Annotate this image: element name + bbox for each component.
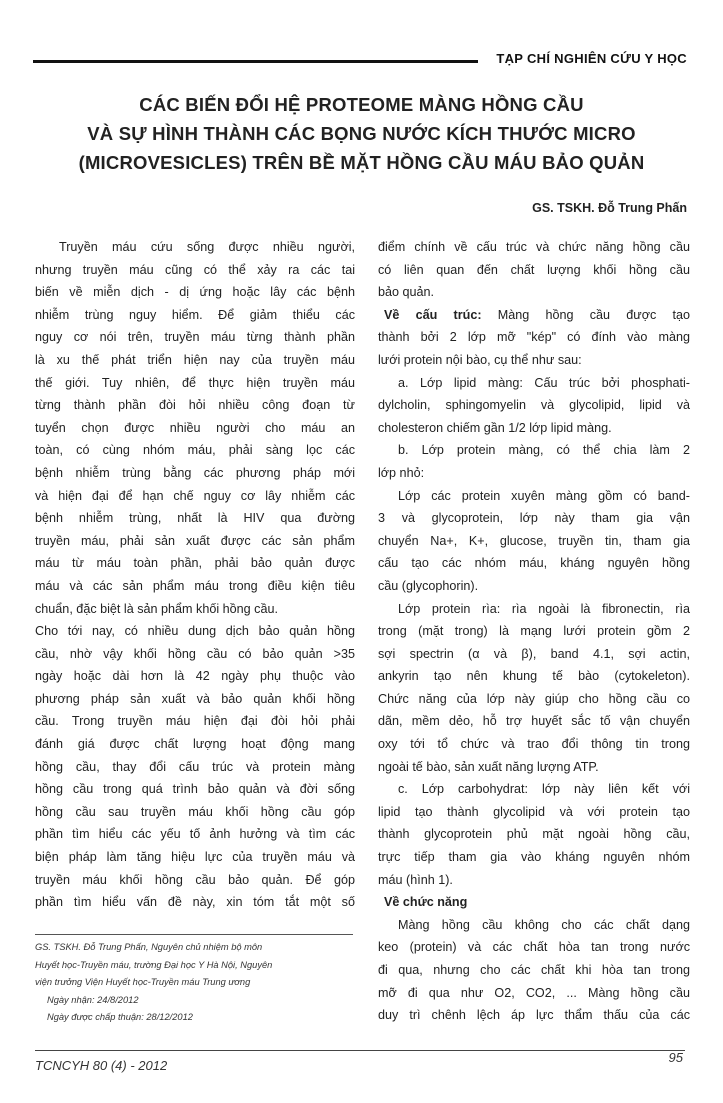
- body-line: a. Lớp lipid màng: Cấu trúc bởi phosphati-: [398, 375, 690, 390]
- body-line: thành glycoprotein phủ mặt ngoài hồng cầu,: [378, 827, 690, 842]
- function-heading: Về chức năng: [384, 895, 468, 910]
- footnote-line: GS. TSKH. Đỗ Trung Phấn, Nguyên chủ nhiệm bộ môn: [35, 942, 263, 952]
- body-line: duy trì chênh lệch áp lực thẩm thấu của các: [378, 1008, 690, 1023]
- body-line: hồng cầu trong quá trình bảo quản và đời sống: [35, 782, 355, 797]
- body-line: máu từ máu toàn phần, phải bảo quản được: [35, 556, 355, 571]
- body-line: Lớp protein rìa: rìa ngoài là fibronectin, rìa: [398, 601, 690, 616]
- body-line: truyền máu khối hồng cầu bảo quản. Để góp: [35, 872, 355, 887]
- body-line: biến về miễn dịch - dị ứng hoặc lây các bệnh: [35, 285, 355, 300]
- body-line: keo (protein) và các chất hòa tan trong nước: [378, 940, 690, 955]
- body-line: là xu thế phát triển hiện nay của truyền máu: [35, 352, 355, 367]
- body-line: đánh giá được chất lượng hoạt động mang: [35, 737, 355, 752]
- body-line: nhưng truyền máu cũng có thể xảy ra các tai: [35, 262, 355, 277]
- body-line: đi qua, nhưng cho các chất khi hòa tan trong: [378, 963, 690, 977]
- body-line: toàn, có cùng nhóm máu, phải sàng lọc các: [35, 443, 355, 458]
- body-line: Lớp các protein xuyên màng gồm có band-: [398, 488, 690, 503]
- body-line: truyền máu, phải sản xuất được các sản phẩm: [35, 533, 355, 548]
- body-line: bệnh nhiễm trùng bằng các phương pháp mới: [35, 465, 355, 480]
- body-line: dylcholin, sphingomyelin và glycolipid, lipid và: [378, 398, 690, 413]
- body-line: b. Lớp protein màng, có thể chia làm 2: [398, 443, 690, 458]
- body-line: cầu. Trong truyền máu hiện đại đòi hỏi phải: [35, 714, 355, 729]
- body-line: ankyrin tạo nên khung tế bào (cytokeleton).: [378, 669, 690, 684]
- body-line: từng thành phần đòi hỏi nhiều công đoạn từ: [35, 398, 355, 413]
- body-line: cầu, nhờ vậy khối hồng cầu có bảo quản >35: [35, 646, 355, 661]
- title-line: CÁC BIẾN ĐỔI HỆ PROTEOME MÀNG HỒNG CẦU: [139, 94, 584, 115]
- body-line: oxy tới tổ chức và trao đổi thông tin trong: [378, 737, 690, 752]
- body-line: Truyền máu cứu sống được nhiều người,: [59, 240, 355, 254]
- page-number: 95: [668, 1050, 683, 1065]
- received-date: Ngày nhận: 24/8/2012: [47, 994, 139, 1005]
- title-line: (MICROVESICLES) TRÊN BỀ MẶT HỒNG CẦU MÁU BẢO QUẢN: [78, 152, 645, 173]
- body-line: 3 và glycoprotein, lớp này tham gia vận: [378, 511, 690, 526]
- body-line: có liên quan đến chất lượng khối hồng cầu: [378, 262, 690, 277]
- body-line: mỡ đi qua như O2, CO2, ... Màng hồng cầu: [378, 985, 690, 1000]
- body-line: c. Lớp carbohydrat: lớp này liên kết với: [398, 782, 690, 797]
- body-line: Cho tới nay, có nhiều dung dịch bảo quản hồng: [35, 624, 355, 639]
- body-line: chuẩn, đặc biệt là sản phẩm khối hồng cầu.: [35, 601, 278, 616]
- body-line: và hiện đại để hạn chế nguy cơ lây nhiễm các: [35, 488, 355, 503]
- body-line: cấu tạo các nhóm máu, kháng nguyên hồng: [378, 556, 690, 571]
- body-line: ngoài tế bào, sản xuất năng lượng ATP.: [378, 759, 599, 774]
- author-footnote: [35, 939, 355, 1027]
- body-line: lipid tạo thành glycolipid và với protein tạo: [378, 804, 690, 819]
- body-line: cholesteron chiếm gần 1/2 lớp lipid màng.: [378, 420, 612, 435]
- body-line: lớp nhỏ:: [378, 465, 425, 480]
- author-name: GS. TSKH. Đỗ Trung Phấn: [532, 201, 687, 215]
- body-line: phần tìm hiểu vấn đề này, xin tóm tắt một số: [35, 895, 355, 910]
- body-line: sợi spectrin (α và β), band 4.1, sợi actin,: [378, 646, 690, 661]
- body-line: tuyển chọn được nhiều người cho máu an: [35, 420, 355, 435]
- footer-rule: [35, 1050, 685, 1051]
- body-line: hồng cầu, thay đổi cấu trúc và protein màng: [35, 759, 355, 774]
- body-line: điểm chính về cấu trúc và chức năng hồng cầu: [378, 240, 690, 254]
- structure-heading: Về cấu trúc:: [384, 307, 482, 322]
- body-line: chuyển Na+, K+, glucose, truyền tin, tham gia: [378, 533, 690, 548]
- footnote-line: viện trưởng Viện Huyết học-Truyền máu Trung ương: [35, 977, 251, 987]
- right-column: [378, 236, 690, 1027]
- journal-citation: TCNCYH 80 (4) - 2012: [35, 1058, 168, 1073]
- body-line: máu và các sản phẩm máu trong điều kiện tiêu: [35, 578, 355, 593]
- footnote-rule: [35, 934, 353, 935]
- structure-paragraph-start: [378, 304, 690, 327]
- title-line: VÀ SỰ HÌNH THÀNH CÁC BỌNG NƯỚC KÍCH THƯỚC MICRO: [87, 123, 636, 144]
- body-line: máu (hình 1).: [378, 872, 453, 887]
- body-line: phương pháp sản xuất và bảo quản khối hồng: [35, 691, 355, 706]
- left-column: [35, 236, 355, 914]
- body-line: phần tìm hiểu các yếu tố ảnh hưởng và tìm các: [35, 827, 355, 842]
- accepted-date: Ngày được chấp thuận: 28/12/2012: [47, 1012, 193, 1022]
- header-rule: [33, 60, 478, 63]
- body-line: nguy cơ nói trên, truyền máu từng thành phần: [35, 330, 355, 345]
- body-line: ngày hoặc dài hơn là 42 ngày phụ thuộc vào: [35, 669, 355, 684]
- body-line: Màng hồng cầu không cho các chất dạng: [398, 917, 690, 932]
- article-title: [30, 90, 693, 177]
- body-line: Chức năng của lớp này giúp cho hồng cầu co: [378, 691, 690, 706]
- body-line: dãn, mềm dẻo, hỗ trợ huyết sắc tố vận chuyển: [378, 714, 690, 729]
- body-line: thế giới. Tuy nhiên, để thực hiện truyền máu: [35, 375, 355, 390]
- body-line: cầu (glycophorin).: [378, 578, 479, 593]
- body-line: nhiễm trùng nguy hiểm. Để giảm thiểu các: [35, 307, 355, 322]
- journal-name: TẠP CHÍ NGHIÊN CỨU Y HỌC: [496, 51, 687, 66]
- body-line: trong (mặt trong) là mạng lưới protein gồm 2: [378, 624, 690, 639]
- body-line: trực tiếp tham gia vào kháng nguyên nhóm: [378, 850, 690, 865]
- body-line: bảo quản.: [378, 285, 435, 300]
- body-text: Màng hồng cầu được tạo: [481, 307, 690, 322]
- body-line: lưới protein nội bào, cụ thể như sau:: [378, 352, 582, 367]
- body-line: bệnh nhiễm trùng, nhất là HIV qua đường: [35, 511, 355, 526]
- body-line: thành bởi 2 lớp mỡ "kép" có đính vào màng: [378, 330, 690, 345]
- body-line: hồng cầu sau truyền máu khối hồng cầu góp: [35, 804, 355, 819]
- body-line: biện pháp làm tăng hiệu lực của truyền máu và: [35, 850, 355, 865]
- footnote-line: Huyết học-Truyền máu, trường Đại học Y Hà Nội, Nguyên: [35, 959, 273, 970]
